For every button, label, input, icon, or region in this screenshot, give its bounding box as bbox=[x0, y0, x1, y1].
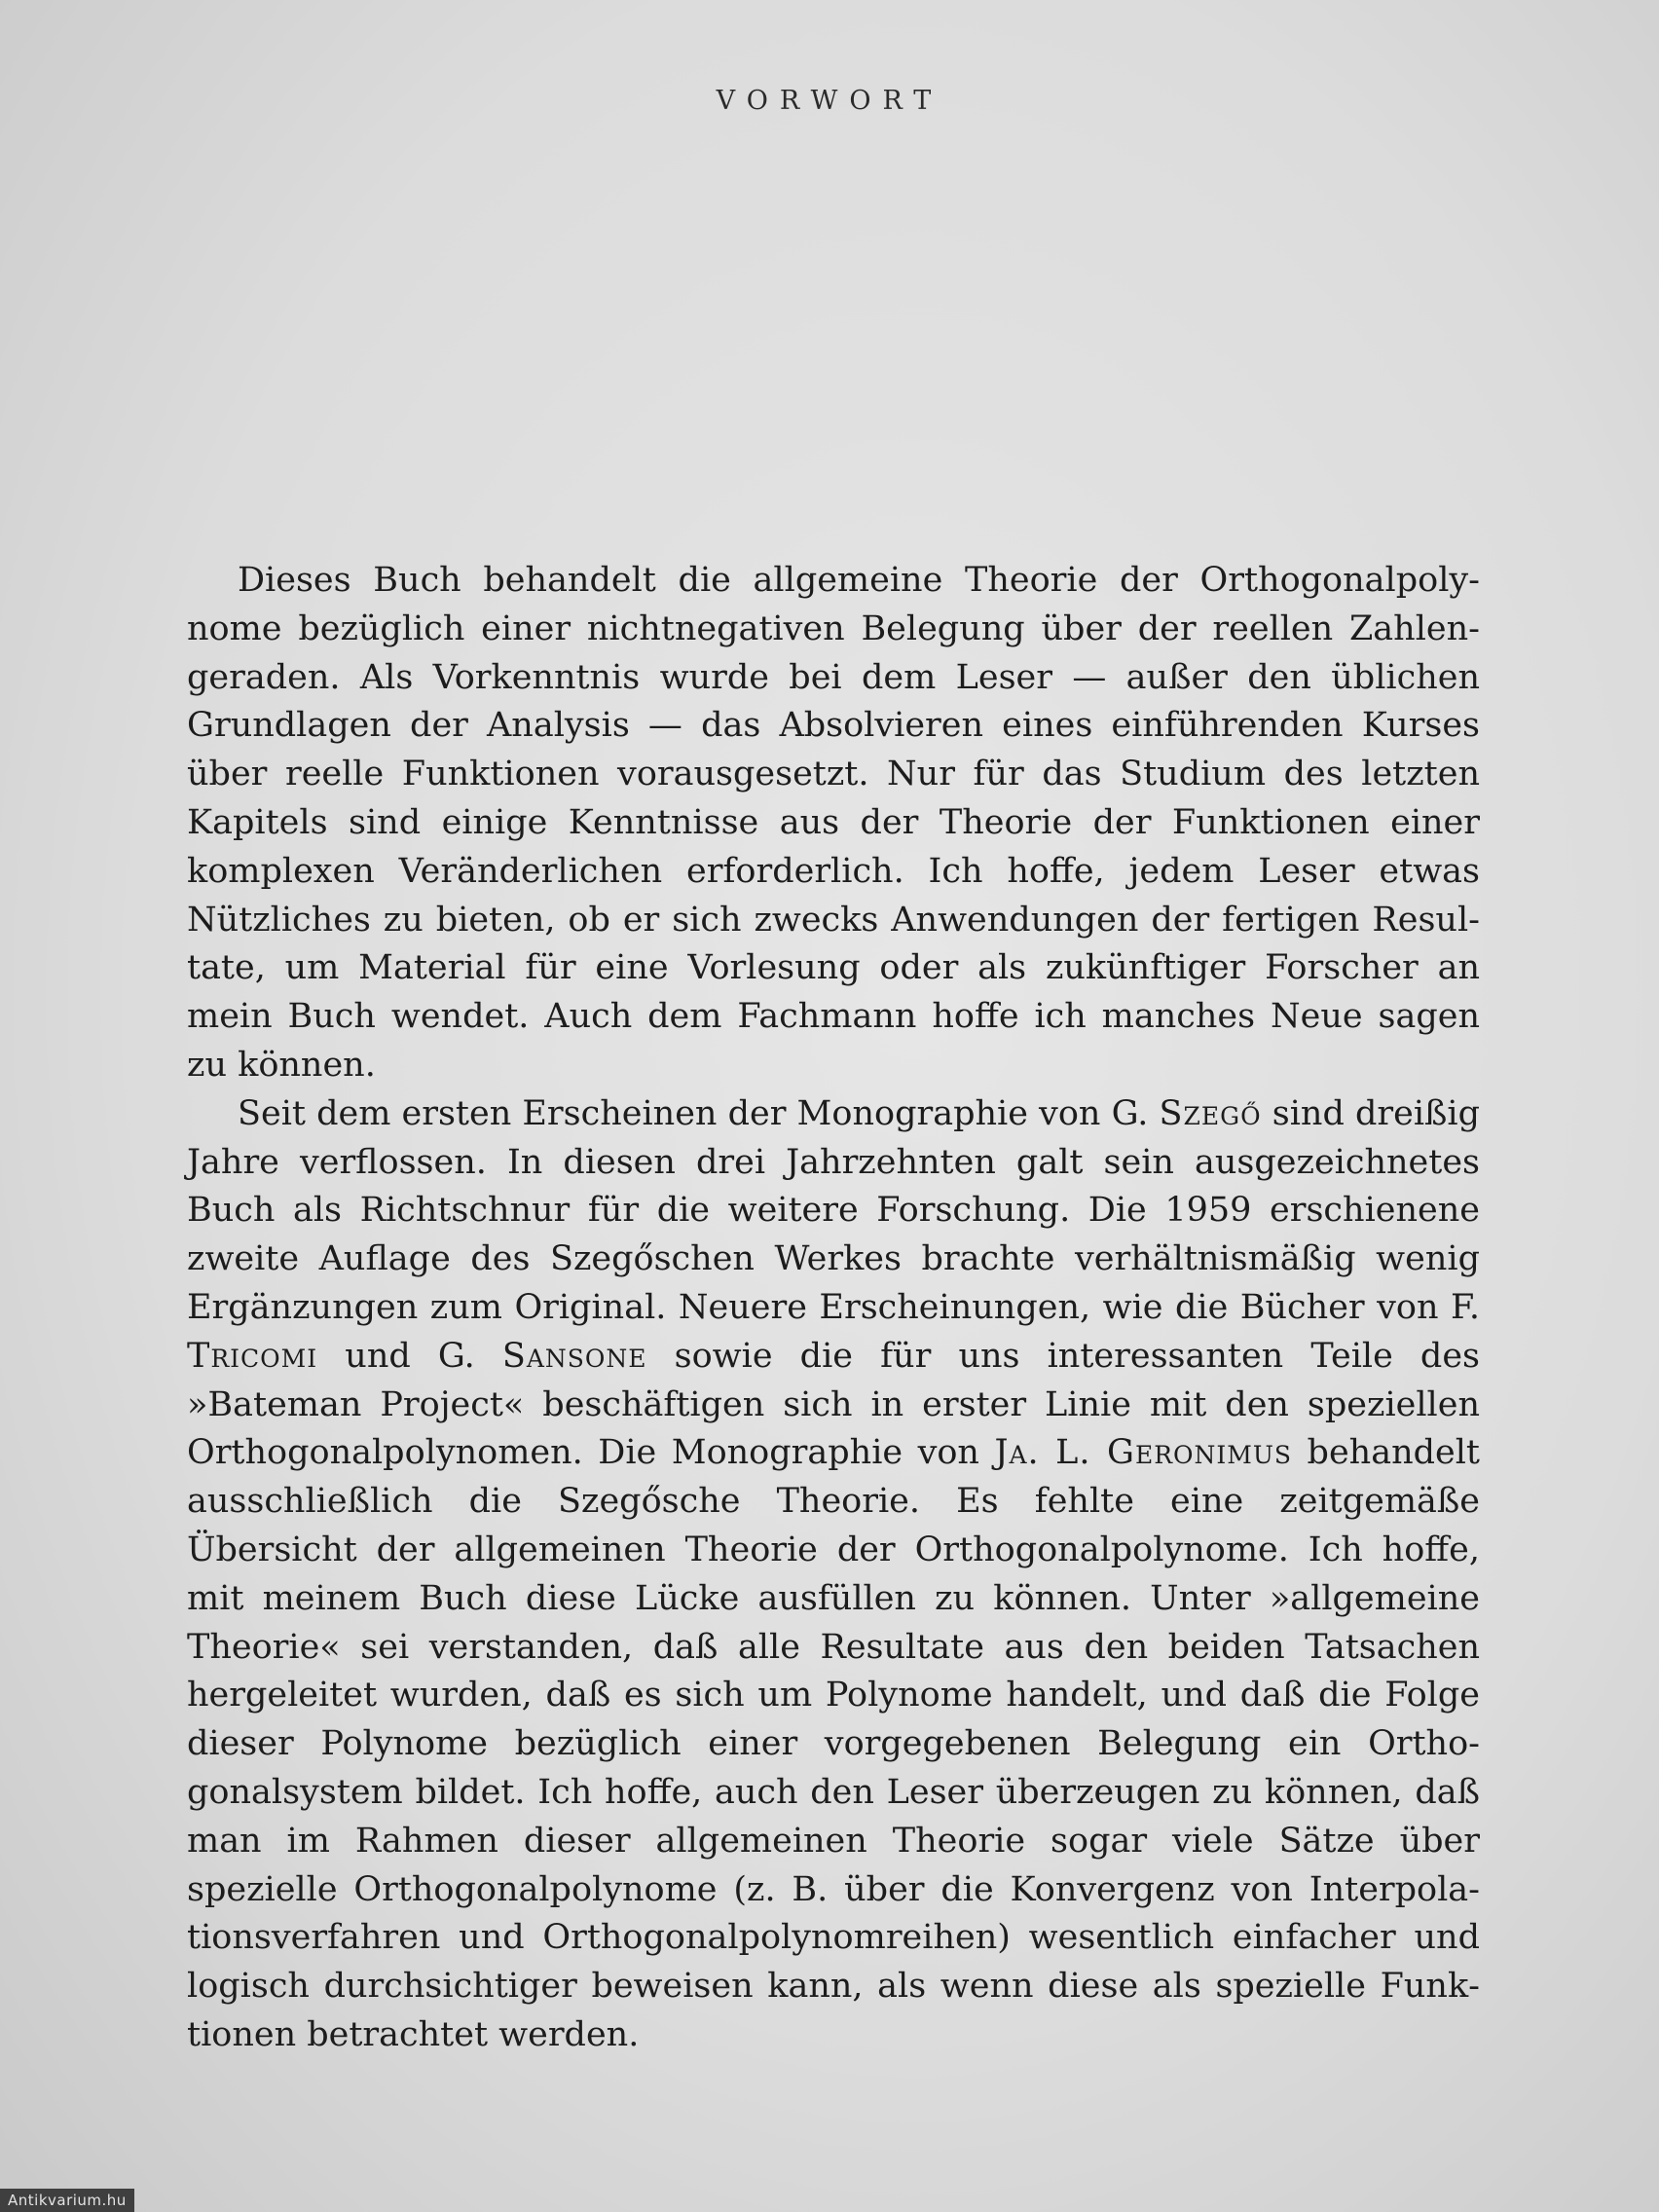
author-name-sansone: Sansone bbox=[501, 1336, 647, 1376]
paragraph-2-text: sowie die für uns interessanten Teile des »Bateman Project« beschäftigen sich in erster Linie mit den speziellen Orthogonalpolynomen. Die Monographie von bbox=[187, 1336, 1480, 1473]
paragraph-2-text: sind dreißig Jahre verflossen. In diesen drei Jahrzehnten galt sein ausgezeichnetes Buch als Richtschnur für die weitere Forschung. Die 1959 erschienene zweite Auflage des Szegőschen Werkes brachte verhältnismäßig wenig Ergänzungen zum Original. Neuere Erscheinungen, wie die Bücher von F. bbox=[187, 1093, 1481, 1327]
paragraph-2-text: und G. bbox=[317, 1336, 502, 1376]
page-heading: VORWORT bbox=[716, 86, 943, 116]
body-text bbox=[187, 557, 1480, 2060]
author-name-szego: Szegő bbox=[1159, 1093, 1262, 1133]
paragraph-2-text: Seit dem ersten Erscheinen der Monographie von G. bbox=[238, 1093, 1160, 1133]
author-name-tricomi: Tricomi bbox=[187, 1336, 318, 1376]
paragraph-1 bbox=[187, 557, 1480, 1090]
watermark-stamp: Antikvarium.hu bbox=[0, 2189, 134, 2212]
paragraph-1-text: Dieses Buch behandelt die allgemeine Theorie der Orthogonalpolynome bezüglich einer nichtnegativen Belegung über der reellen Zahlengeraden. Als Vorkenntnis wurde bei dem Leser — außer den üblichen Grundlagen der Analysis — das Absolvieren eines einführenden Kurses über reelle Funktionen vorausgesetzt. Nur für das Studium des letzten Kapitels sind einige Kenntnisse aus der Theorie der Funktionen einer komplexen Veränderlichen erforderlich. Ich hoffe, jedem Leser etwas Nützliches zu bieten, ob er sich zwecks Anwendungen der fertigen Resultate, um Material für eine Vorlesung oder als zukünftiger Forscher an mein Buch wendet. Auch dem Fachmann hoffe ich manches Neue sagen zu können. bbox=[187, 561, 1480, 1085]
paragraph-2-text: behandelt ausschließlich die Szegősche Theorie. Es fehlte eine zeitgemäße Übersicht der allgemeinen Theorie der Orthogonalpolynome. Ich hoffe, mit meinem Buch diese Lücke ausfüllen zu können. Unter »allgemeine Theorie« sei verstanden, daß alle Resultate aus den beiden Tatsachen hergeleitet wurden, daß es sich um Polynome handelt, und daß die Folge dieser Polynome bezüglich einer vorgegebenen Belegung ein Orthogonalsystem bildet. Ich hoffe, auch den Leser überzeugen zu können, daß man im Rahmen dieser allgemeinen Theorie sogar viele Sätze über spezielle Orthogonalpolynome (z. B. über die Konvergenz von Interpolationsverfahren und Orthogonalpolynomreihen) wesentlich einfacher und logisch durchsichtiger beweisen kann, als wenn diese als spezielle Funktionen betrachtet werden. bbox=[187, 1433, 1480, 2054]
paragraph-2 bbox=[187, 1090, 1480, 2060]
author-name-geronimus: Ja. L. Geronimus bbox=[994, 1433, 1293, 1473]
